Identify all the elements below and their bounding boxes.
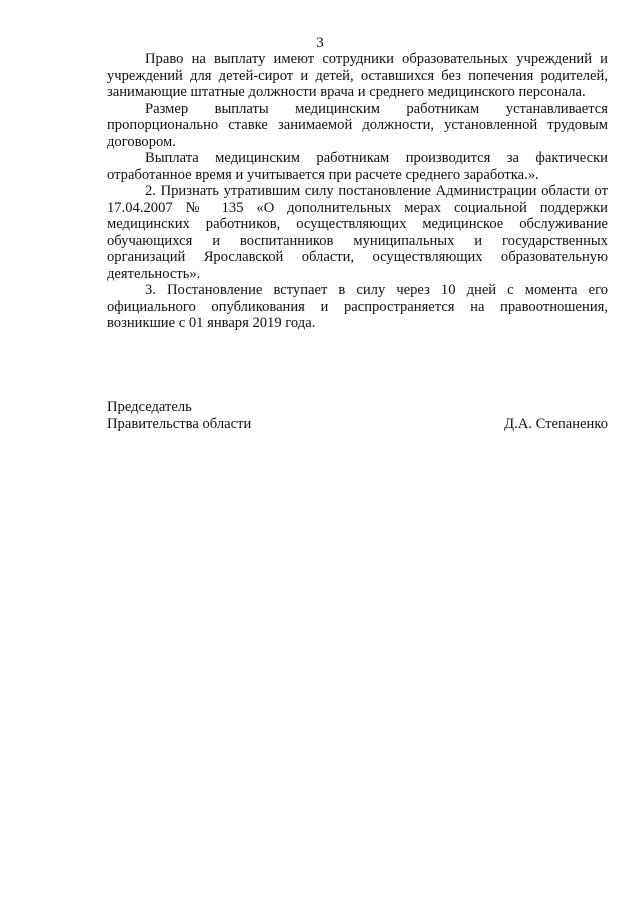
paragraph-item-2-repeal: 2. Признать утратившим силу постановление Администрации области от 17.04.2007 № 135 «О дополнительных мерах социальной поддержки медицинских работников, осуществляющих медицинское обслуживание обучающихся и воспитанников муниципальных и государственных организаций Ярославской области, осуществляющих образовательную деятельность». [107,183,608,282]
paragraph-payment-amount: Размер выплаты медицинским работникам устанавливается пропорционально ставке занимаемой должности, установленной трудовым договором. [107,100,608,150]
paragraph-payment-time: Выплата медицинским работникам производится за фактически отработанное время и учитывается при расчете среднего заработка.». [107,150,608,183]
paragraph-payment-eligibility: Право на выплату имеют сотрудники образовательных учреждений и учреждений для детей-сирот и детей, оставшихся без попечения родителей, занимающие штатные должности врача и среднего медицинского персонала. [107,51,608,100]
signatory-name: Д.А. Степаненко [504,416,608,432]
paragraph-item-3-effective-date: 3. Постановление вступает в силу через 10 дней с момента его официального опубликования и распространяется на правоотношения, возникшие с 01 января 2019 года. [107,282,608,331]
signatory-title-line2: Правительства области [107,416,252,432]
signature-block [107,399,608,433]
signatory-title-line1: Председатель [107,399,192,415]
document-body [107,51,608,332]
page-number: 3 [316,35,324,51]
signature-row [107,416,608,433]
